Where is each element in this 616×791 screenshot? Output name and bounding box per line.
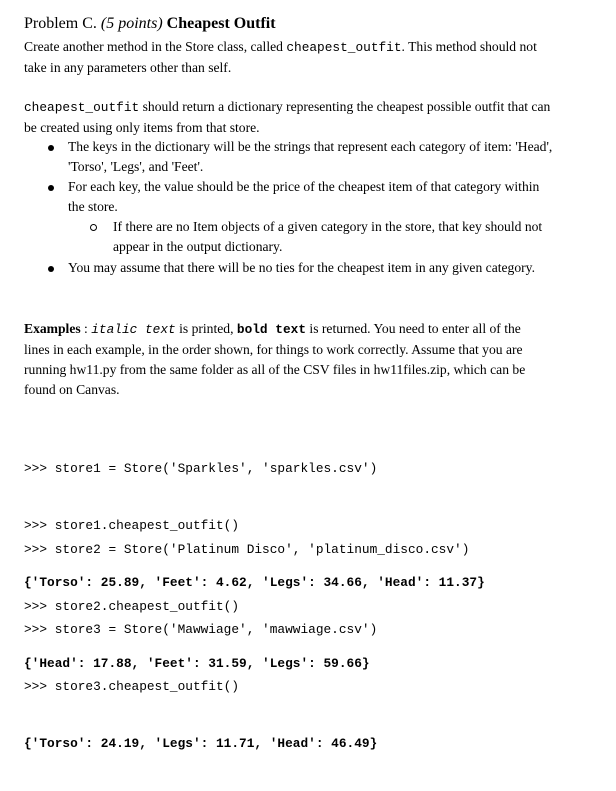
code-input-line: >>> store1 = Store('Sparkles', 'sparkles.csv') (24, 461, 378, 476)
examples-line-3: running hw11.py from the same folder as all of the CSV files in hw11files.zip, which can be (24, 362, 526, 377)
bullet-text: The keys in the dictionary will be the strings that represent each category of item: 'Head', (68, 139, 553, 154)
bullet-text: 'Torso', 'Legs', and 'Feet'. (68, 159, 204, 174)
bullet-dot-icon (48, 137, 60, 157)
problem-heading (24, 14, 276, 34)
examples-line-2: lines in each example, in the order shown, for things to work correctly. Assume that you are (24, 342, 523, 357)
problem-number: Problem C. (24, 15, 97, 32)
method-name: cheapest_outfit (286, 40, 402, 55)
method-name: cheapest_outfit (24, 100, 140, 115)
bullet-circle-icon (90, 217, 102, 237)
bullet-text: appear in the output dictionary. (113, 239, 283, 254)
intro-text: Create another method in the Store class, called (24, 39, 287, 54)
code-output-line: {'Torso': 25.89, 'Feet': 4.62, 'Legs': 34.66, 'Head': 11.37} (24, 575, 485, 590)
code-input-line: >>> store2 = Store('Platinum Disco', 'platinum_disco.csv') (24, 542, 470, 557)
problem-title: Cheapest Outfit (166, 15, 276, 32)
bullet-text: For each key, the value should be the price of the cheapest item of that category within (68, 179, 540, 194)
code-input-line: >>> store3 = Store('Mawwiage', 'mawwiage.csv') (24, 622, 378, 637)
bullet-dot-icon (48, 258, 60, 278)
bullet-text: If there are no Item objects of a given category in the store, that key should not (113, 219, 543, 234)
code-input-line: >>> store2.cheapest_outfit() (24, 599, 240, 614)
code-input-line: >>> store1.cheapest_outfit() (24, 518, 240, 533)
description-line-2: be created using only items from that store. (24, 120, 260, 135)
intro-paragraph (24, 37, 596, 78)
bullet-dot-icon (48, 177, 60, 197)
problem-points: (5 points) (100, 15, 163, 32)
italic-text-sample: italic text (91, 322, 176, 337)
intro-line-1 (24, 37, 596, 58)
examples-paragraph (24, 319, 596, 400)
intro-line-2: take in any parameters other than self. (24, 60, 232, 75)
examples-label: Examples (24, 321, 81, 336)
example-3-code (24, 582, 377, 791)
description-paragraph (24, 97, 596, 138)
description-line-1 (24, 97, 596, 118)
examples-line-4: found on Canvas. (24, 382, 120, 397)
examples-line-1: Examples : italic text is printed, bold text is returned. You need to enter all of the (24, 321, 521, 337)
description-text: should return a dictionary representing the cheapest possible outfit that can (139, 99, 551, 114)
intro-text-post: . This method should not (401, 39, 537, 54)
code-input-line: >>> store3.cheapest_outfit() (24, 679, 240, 694)
bullet-text: You may assume that there will be no ties for the cheapest item in any given category. (68, 260, 535, 275)
code-output-line: {'Head': 17.88, 'Feet': 31.59, 'Legs': 59.66} (24, 656, 370, 671)
bullet-text: the store. (68, 199, 118, 214)
code-output-line: {'Torso': 24.19, 'Legs': 11.71, 'Head': 46.49} (24, 736, 378, 751)
bold-text-sample: bold text (236, 322, 307, 337)
